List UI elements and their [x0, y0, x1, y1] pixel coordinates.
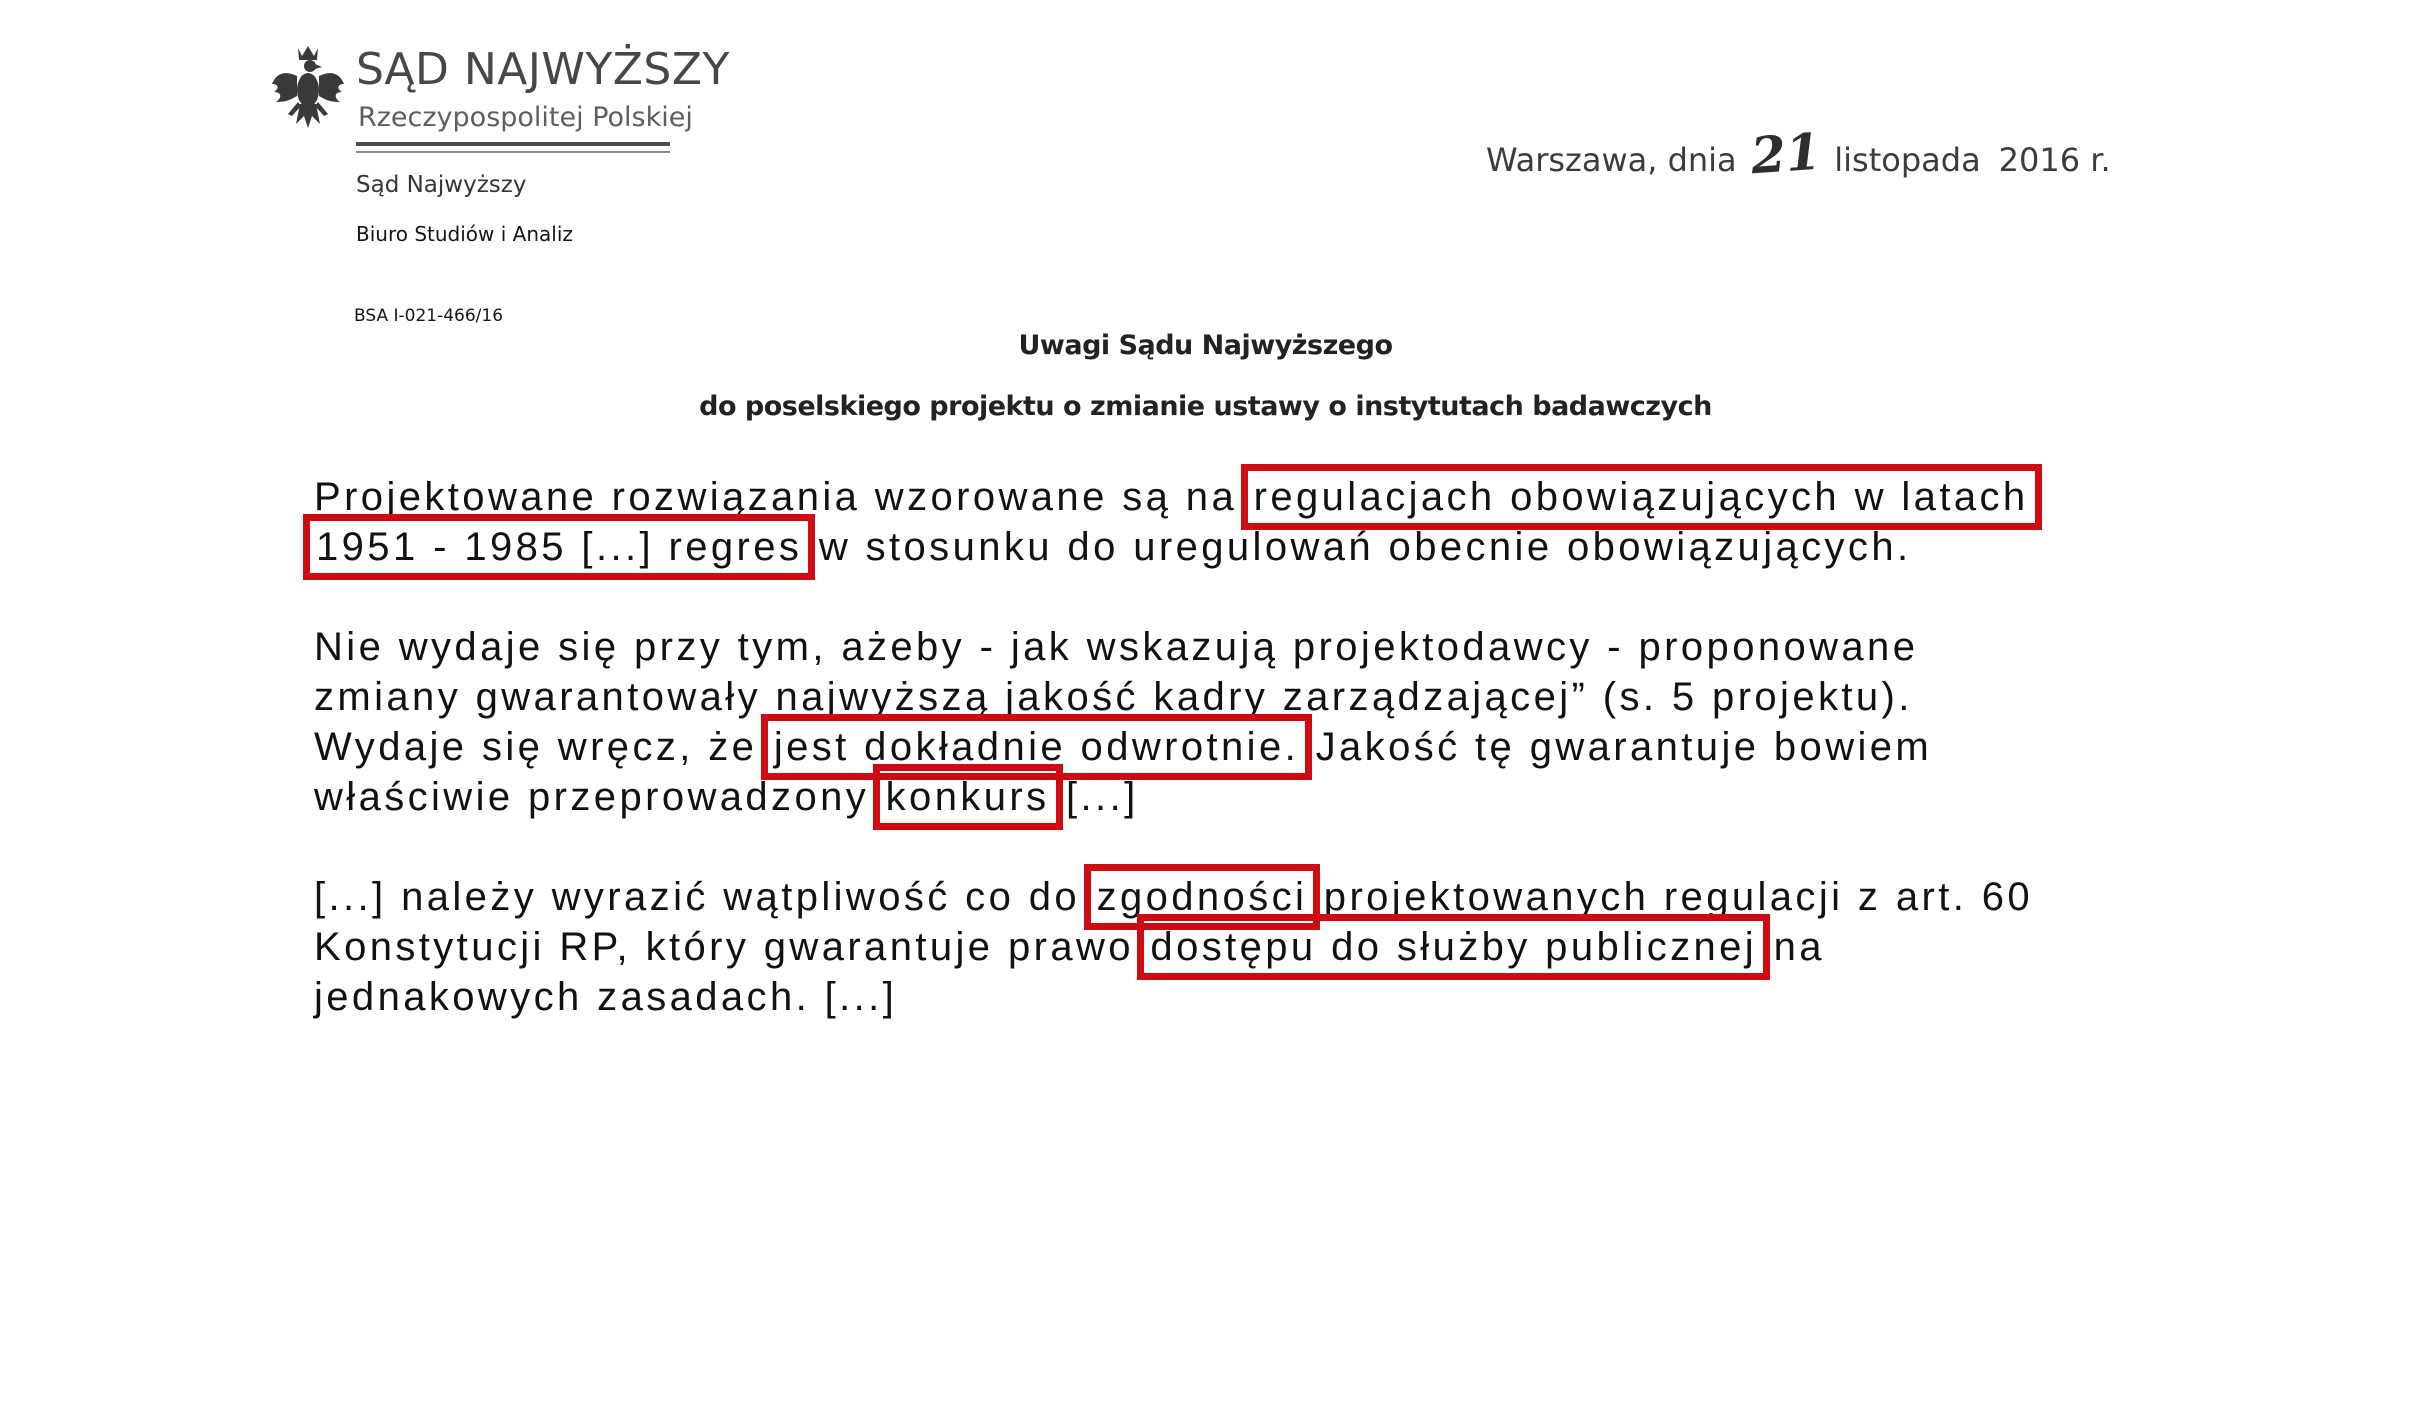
paragraph-line: Nie wydaje się przy tym, ażeby - jak wskazują projektodawcy - proponowane [314, 625, 1919, 669]
highlighted-phrase: regulacjach obowiązujących w latach [1253, 475, 2029, 519]
paragraph-line [314, 772, 2214, 822]
department-line-2: Biuro Studiów i Analiz [356, 222, 573, 246]
highlighted-phrase: konkurs [885, 775, 1050, 819]
text-fragment: Wydaje się wręcz, że [314, 725, 758, 769]
text-fragment: [...] [1066, 775, 1139, 819]
text-fragment: Jakość tę gwarantuje bowiem [1315, 725, 1933, 769]
paragraph-line: zmiany gwarantowały najwyższą jakość kadry zarządzającej” (s. 5 projektu). [314, 675, 1913, 719]
paragraph-line [314, 922, 2214, 972]
court-subtitle: Rzeczypospolitej Polskiej [358, 102, 693, 133]
quote-paragraph-1 [314, 472, 2214, 572]
department-line-1: Sąd Najwyższy [356, 172, 527, 198]
text-fragment: Projektowane rozwiązania wzorowane są na [314, 475, 1238, 519]
paragraph-line [314, 722, 2214, 772]
highlighted-phrase: 1951 - 1985 [...] regres [316, 525, 803, 569]
text-fragment: właściwie przeprowadzony [314, 775, 870, 819]
document-title [0, 330, 2411, 422]
highlighted-phrase: dostępu do służby publicznej [1150, 925, 1758, 969]
text-fragment: [...] należy wyrazić wątpliwość co do [314, 875, 1081, 919]
paragraph-line [314, 472, 2214, 522]
text-fragment: Konstytucji RP, który gwarantuje prawo [314, 925, 1134, 969]
court-name: SĄD NAJWYŻSZY [356, 44, 730, 95]
polish-eagle-icon [270, 44, 346, 132]
paragraph-line: jednakowych zasadach. [...] [314, 975, 898, 1019]
highlighted-phrase: jest dokładnie odwrotnie. [773, 725, 1300, 769]
highlighted-phrase: zgodności [1096, 875, 1308, 919]
paragraph-line [314, 872, 2214, 922]
title-line-1: Uwagi Sądu Najwyższego [1018, 330, 1393, 361]
text-fragment: w stosunku do uregulowań obecnie obowiązujących. [818, 525, 1912, 569]
text-fragment: na [1773, 925, 1825, 969]
quote-paragraph-3 [314, 872, 2214, 1022]
letterhead-rule [356, 142, 670, 146]
case-signature: BSA I-021-466/16 [354, 306, 504, 326]
letterhead-rule-thin [356, 151, 670, 153]
date-day-handwritten: 21 [1748, 121, 1823, 186]
date-month: listopada [1834, 141, 1981, 179]
text-fragment: projektowanych regulacji z art. 60 [1323, 875, 2034, 919]
paragraph-line [314, 522, 2214, 572]
quote-paragraph-2 [314, 622, 2214, 822]
date-prefix: Warszawa, dnia [1486, 141, 1737, 179]
date-year: 2016 r. [1998, 141, 2111, 179]
title-line-2: do poselskiego projektu o zmianie ustawy o instytutach badawczych [699, 391, 1712, 422]
date-line [1486, 121, 2111, 186]
